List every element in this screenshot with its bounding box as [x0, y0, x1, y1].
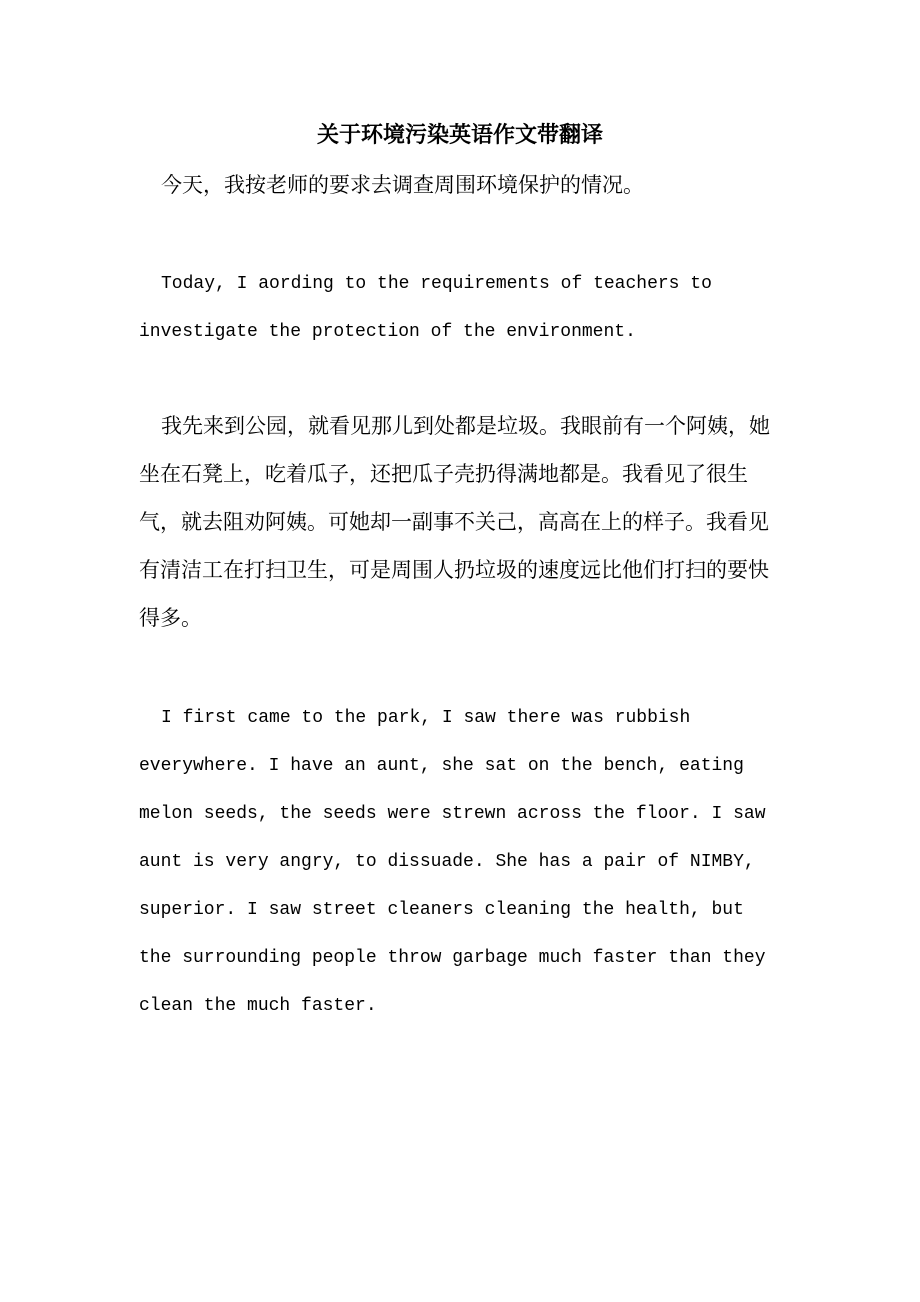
paragraph-english-park: I first came to the park, I saw there was rubbish everywhere. I have an aunt, she sat on the bench, eating melon seeds, the seeds were strewn across the floor. I saw aunt is very angry, to dissuade. She has a pair of NIMBY, superior. I saw street cleaners cleaning the health, but the surrounding people throw garbage much faster than they clean the much faster. — [139, 708, 766, 1016]
document-title: 关于环境污染英语作文带翻译 — [316, 122, 603, 148]
paragraph-chinese-park: 我先来到公园，就看见那儿到处都是垃圾。我眼前有一个阿姨，她坐在石凳上，吃着瓜子，还把瓜子壳扔得满地都是。我看见了很生气，就去阻劝阿姨。可她却一副事不关己，高高在上的样子。我看见有清洁工在打扫卫生，可是周围人扔垃圾的速度远比他们打扫的要快得多。 — [139, 414, 770, 630]
paragraph-chinese-intro: 今天，我按老师的要求去调查周围环境保护的情况。 — [161, 173, 644, 197]
paragraph-english-intro: Today, I aording to the requirements of teachers to investigate the protection of the environment. — [139, 274, 712, 342]
